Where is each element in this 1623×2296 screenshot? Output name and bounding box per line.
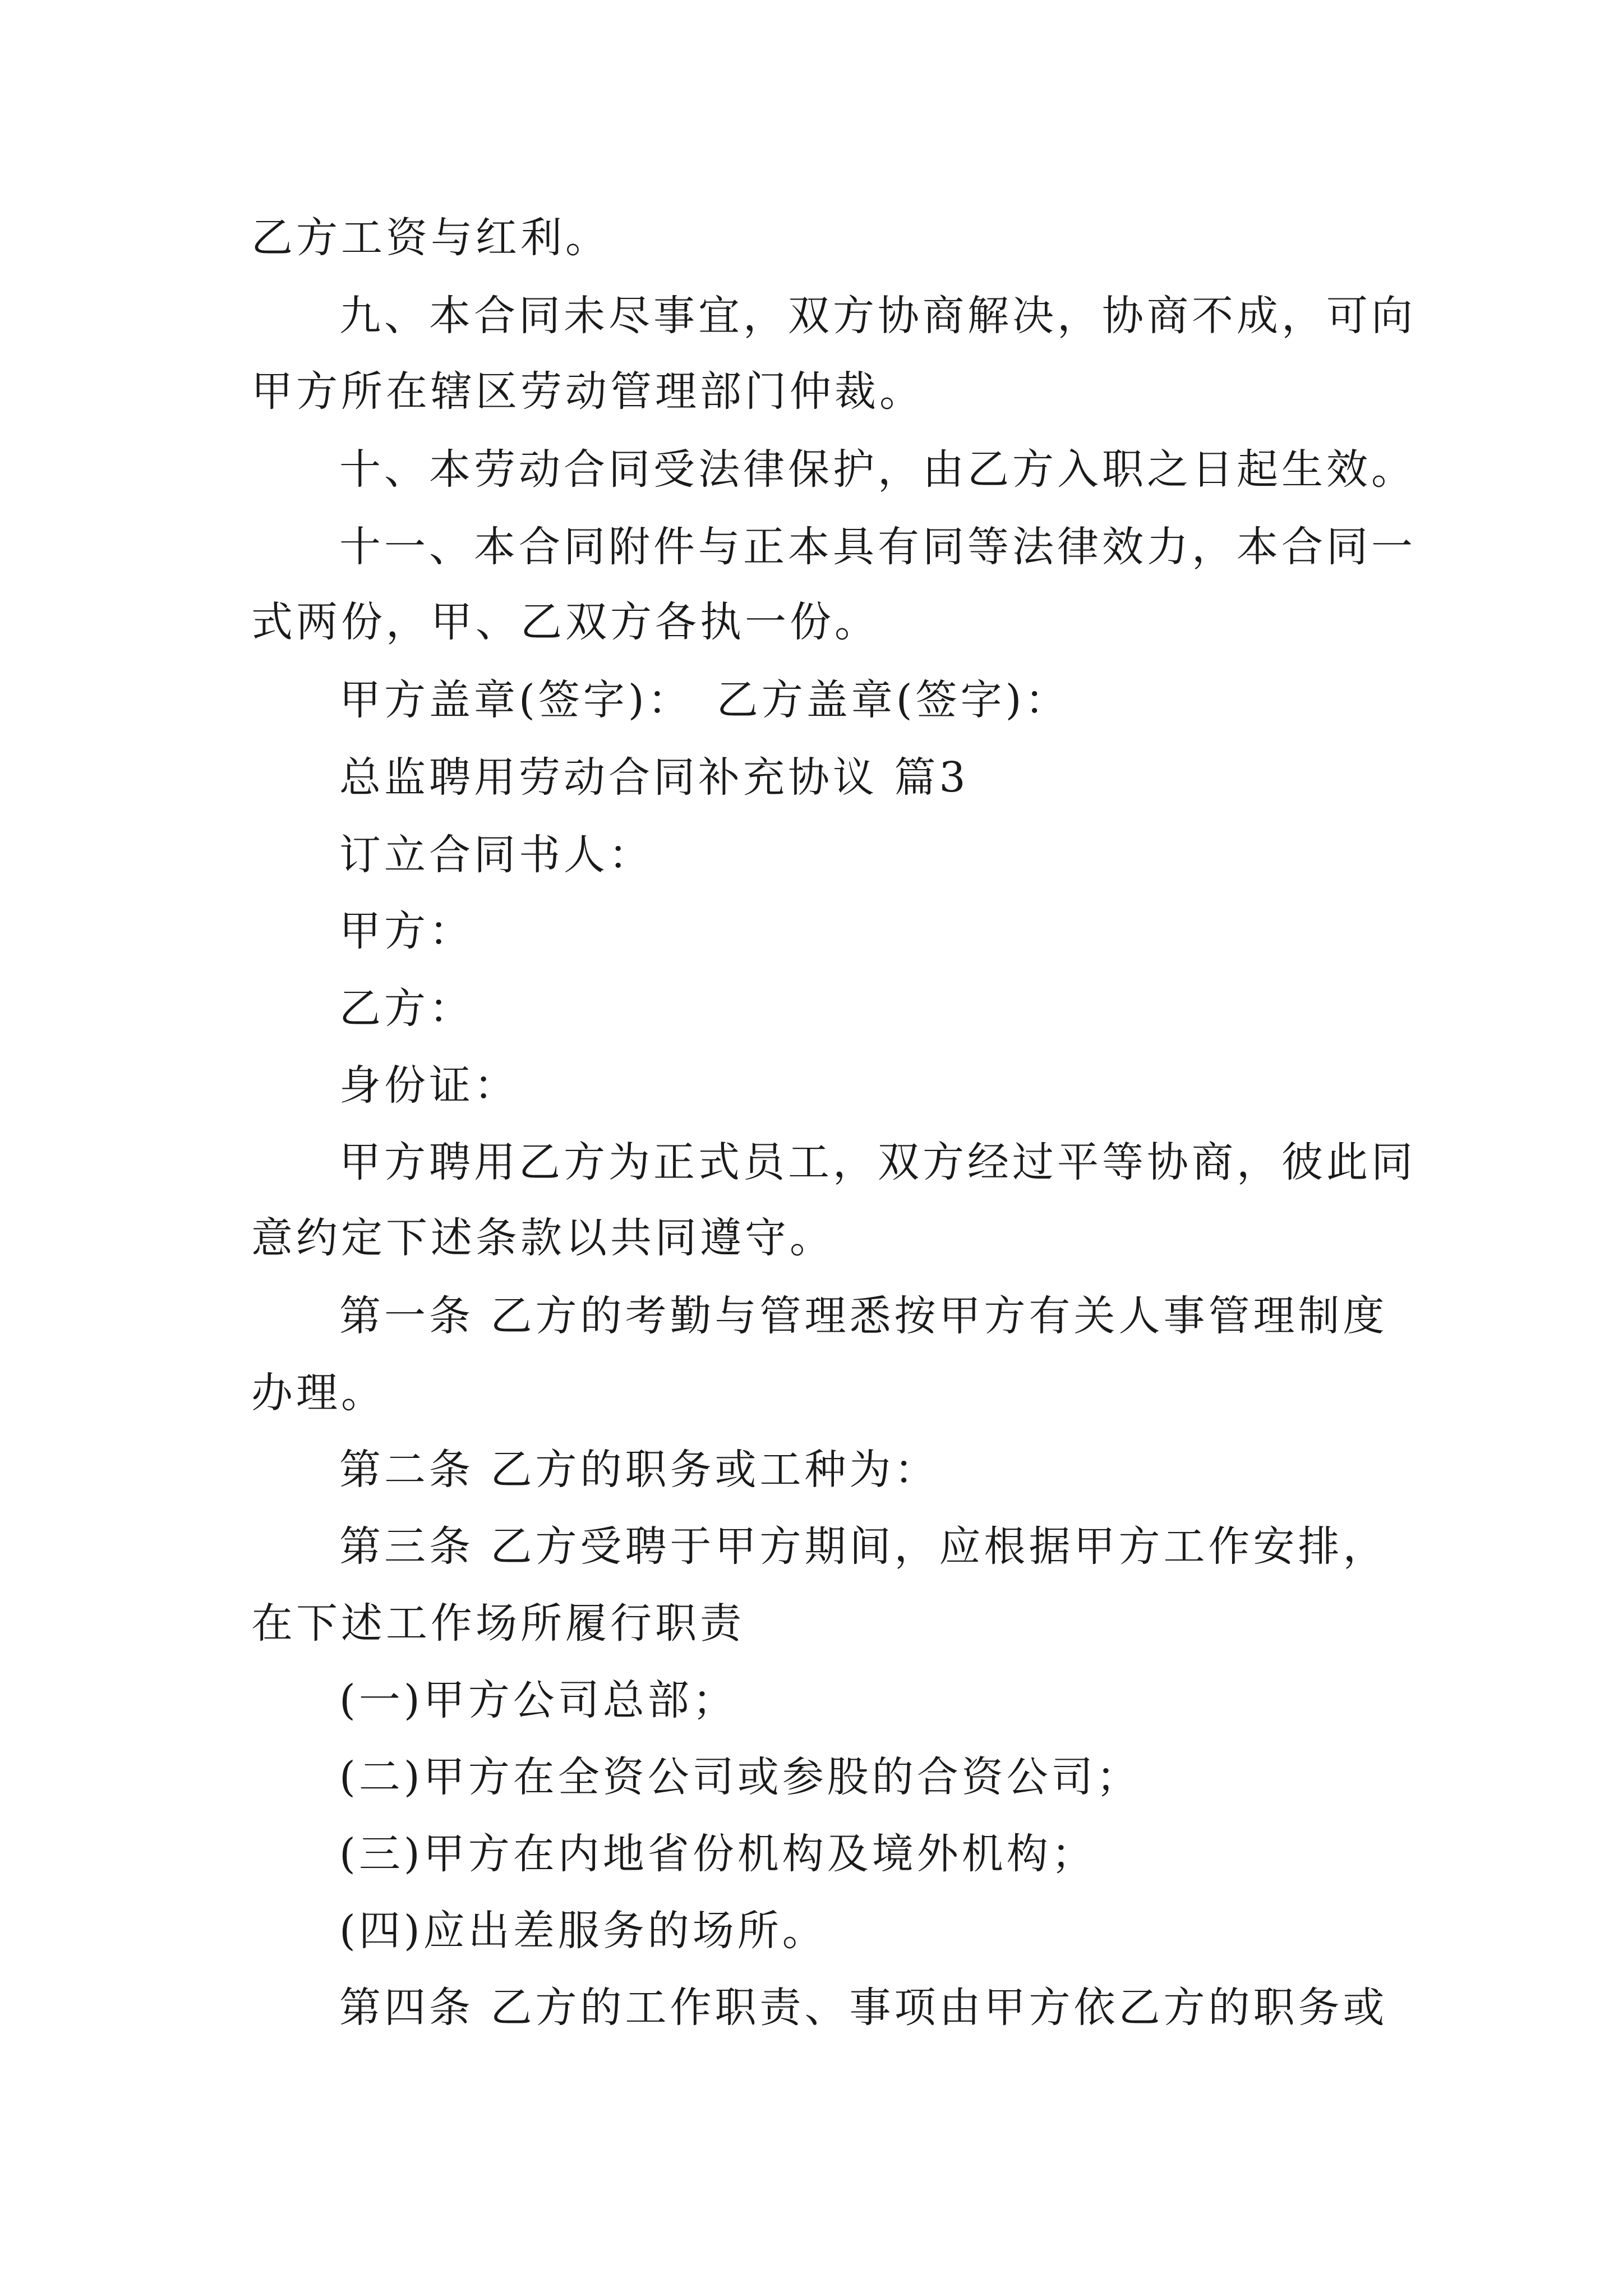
text-line: 九、本合同未尽事宜，双方协商解决，协商不成，可向 — [339, 292, 1416, 340]
text-line: 在下述工作场所履行职责 — [251, 1599, 745, 1648]
text-line: 第四条 乙方的工作职责、事项由甲方依乙方的职务或 — [339, 1984, 1388, 2032]
text-line: 十、本劳动合同受法律保护，由乙方入职之日起生效。 — [339, 445, 1416, 494]
text-line: 甲方聘用乙方为正式员工，双方经过平等协商，彼此同 — [339, 1138, 1416, 1186]
text-line: 第三条 乙方受聘于甲方期间，应根据甲方工作安排， — [339, 1522, 1388, 1571]
text-line: 身份证： — [339, 1061, 519, 1110]
text-line: (一)甲方公司总部； — [339, 1676, 737, 1724]
text-line: 第一条 乙方的考勤与管理悉按甲方有关人事管理制度 — [339, 1292, 1388, 1340]
text-line: 甲方盖章(签字)： 乙方盖章(签字)： — [339, 676, 1070, 724]
text-line: 甲方： — [339, 907, 474, 955]
text-line: 十一、本合同附件与正本具有同等法律效力，本合同一 — [339, 523, 1416, 571]
section-heading: 总监聘用劳动合同补充协议 篇3 — [339, 753, 969, 802]
text-line: 乙方： — [339, 984, 474, 1033]
text-line: 甲方所在辖区劳动管理部门仲裁。 — [251, 367, 924, 416]
text-line: 第二条 乙方的职务或工种为： — [339, 1446, 939, 1494]
text-line: 办理。 — [251, 1369, 386, 1417]
text-line: 乙方工资与红利。 — [251, 214, 610, 262]
text-line: 意约定下述条款以共同遵守。 — [251, 1214, 834, 1262]
text-line: (四)应出差服务的场所。 — [339, 1907, 827, 1955]
text-line: (二)甲方在全资公司或参股的合资公司； — [339, 1753, 1141, 1801]
text-line: (三)甲方在内地省份机构及境外机构； — [339, 1830, 1096, 1878]
text-line: 订立合同书人： — [339, 831, 653, 879]
text-line: 式两份，甲、乙双方各执一份。 — [251, 598, 879, 646]
